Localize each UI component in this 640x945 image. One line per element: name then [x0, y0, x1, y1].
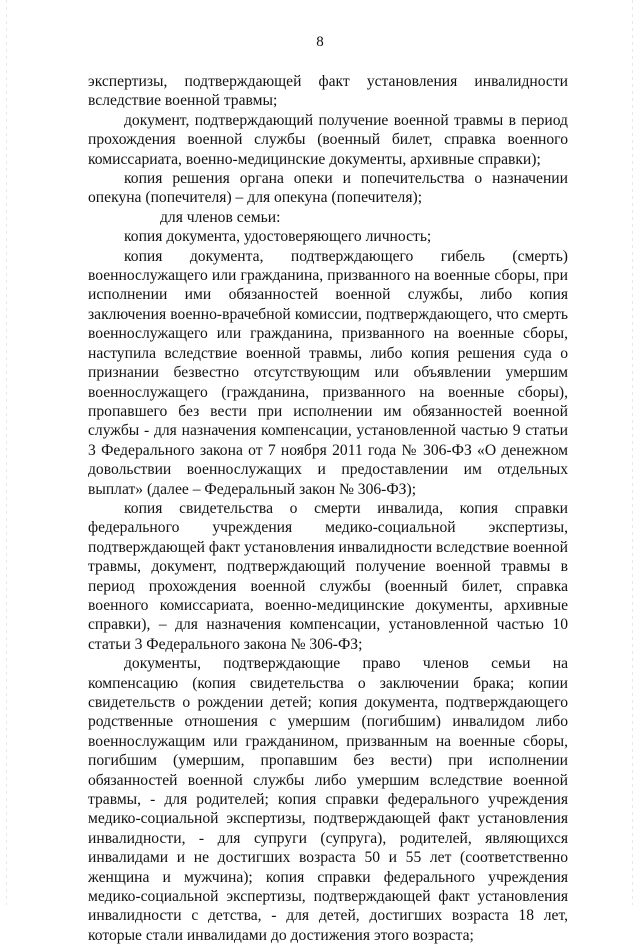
paragraph: документы, подтверждающие право членов семьи на компенсацию (копия свидетельства о заключении брака; копии свидетельств о рождении детей; копия документа, подтверждающего родственные отношения с умершим (погибшим) инвалидом либо военнослужащим или гражданином, призванным на военные сборы, погибшим (умершим, пропавшим без вести) при исполнении обязанностей военной службы либо умершим вследствие военной травмы, - для родителей; копия справки федерального учреждения медико-социальной экспертизы, подтверждающей факт установления инвалидности, - для супруги (супруга), родителей, являющихся инвалидами и не достигших возраста 50 и 55 лет (соответственно женщина и мужчина); копия справки федерального учреждения медико-социальной экспертизы, подтверждающей факт установления инвалидности с детства, - для детей, достигших возраста 18 лет, которые стали инвалидами до достижения этого возраста; [88, 655, 568, 944]
page-number: 8 [316, 34, 324, 50]
paragraph: копия свидетельства о смерти инвалида, копия справки федерального учреждения медико-социальной экспертизы, подтверждающей факт установления инвалидности вследствие военной травмы, документ, подтверждающий получение военной травмы в период прохождения военной службы (военный билет, справка военного комиссариата, военно-медицинские документы, архивные справки), – для назначения компенсации, установленной частью 10 статьи 3 Федерального закона № 306-ФЗ; [88, 499, 568, 653]
scan-edge-right [632, 0, 633, 905]
paragraph: копия документа, удостоверяющего личность; [124, 228, 432, 246]
paragraph: экспертизы, подтверждающей факт установления инвалидности вследствие военной травмы; [88, 73, 568, 110]
paragraph: документ, подтверждающий получение военной травмы в период прохождения военной службы (военный билет, справка военного комиссариата, военно-медицинские документы, архивные справки); [88, 111, 568, 168]
document-body [88, 72, 568, 945]
paragraph: копия решения органа опеки и попечительства о назначении опекуна (попечителя) – для опекуна (попечителя); [88, 170, 568, 207]
paragraph: копия документа, подтверждающего гибель (смерть) военнослужащего или гражданина, призванного на военные сборы, при исполнении ими обязанностей военной службы, либо копия заключения военно-врачебной комиссии, подтверждающего, что смерть военнослужащего или гражданина, призванного на военные сборы, наступила вследствие военной травмы, либо копия решения суда о признании безвестно отсутствующим или объявлении умершим военнослужащего (гражданина, призванного на военные сборы), пропавшего без вести при исполнении им обязанностей военной службы - для назначения компенсации, установленной частью 9 статьи 3 Федерального закона от 7 ноября 2011 года № 306-ФЗ «О денежном довольствии военнослужащих и предоставлении им отдельных выплат» (далее – Федеральный закон № 306-ФЗ); [88, 247, 568, 498]
paragraph: для членов семьи: [160, 208, 281, 226]
scan-edge-left [6, 0, 7, 905]
